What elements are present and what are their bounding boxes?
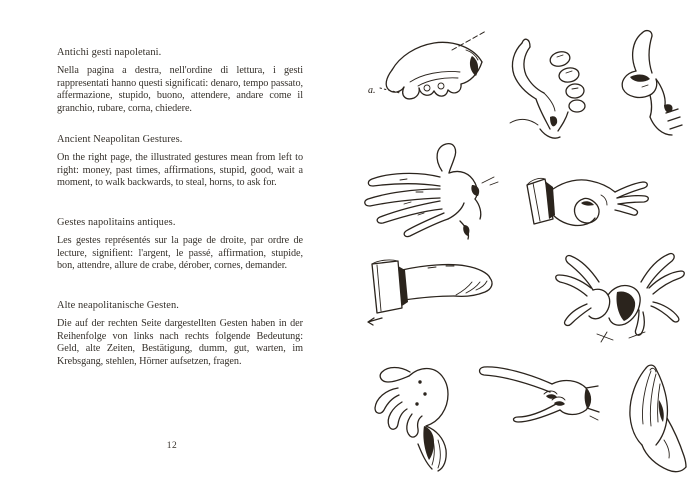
section-english (57, 133, 303, 190)
ok-circle-hand-icon (521, 169, 655, 235)
paragraph-german: Die auf der rechten Seite dargestellten Gesten haben in der Reihenfolge von links nach rechts folgende Bedeutung: Geld, alte Zeiten, Bestätigung, dumm, gut, warten, im Krebsgang, stehlen, Hörner aufsetzen, fragen. (57, 318, 303, 367)
horns-fingers-hand-icon (474, 358, 600, 424)
paragraph-english: On the right page, the illustrated gestures mean from left to right: money, past times, affirmations, stupid, good, wait a moment, to walk backwards, to steal, horns, to ask for. (57, 152, 303, 188)
index-finger-up-hand-icon (608, 27, 684, 141)
pinched-fingers-up-hand-icon (612, 362, 690, 476)
heading-german: Alte neapolitanische Gesten. (57, 300, 179, 311)
two-crab-hands-icon (545, 248, 695, 344)
section-german (57, 299, 303, 368)
page-number: 12 (166, 441, 178, 451)
right-page (348, 0, 696, 487)
annotation-label: a. (368, 85, 376, 96)
heading-english: Ancient Neapolitan Gestures. (57, 134, 183, 145)
thumb-over-shoulder-hand-icon (500, 33, 600, 145)
paragraph-italian: Nella pagina a destra, nell'ordine di lettura, i gesti rappresentati hanno questi significati: denaro, tempo passato, affermazione, stupido, buono, attendere, andare come il granchio, rubare, corna, chiedere. (57, 65, 303, 114)
section-french (57, 216, 303, 273)
money-rubbing-fingers-hand-icon (366, 26, 494, 110)
section-italian (57, 46, 303, 115)
grabbing-claw-hand-icon (362, 358, 474, 474)
heading-italian: Antichi gesti napoletani. (57, 47, 162, 58)
open-splayed-hand-icon (360, 141, 502, 245)
paragraph-french: Les gestes représentés sur la page de droite, par ordre de lecture, signifient: l'argent, le passé, affirmation, stupide, bon, attendre, allure de crabe, dérober, cornes, demander. (57, 235, 303, 271)
heading-french: Gestes napolitains antiques. (57, 217, 176, 228)
flat-hand-with-cuff-icon (358, 256, 498, 326)
